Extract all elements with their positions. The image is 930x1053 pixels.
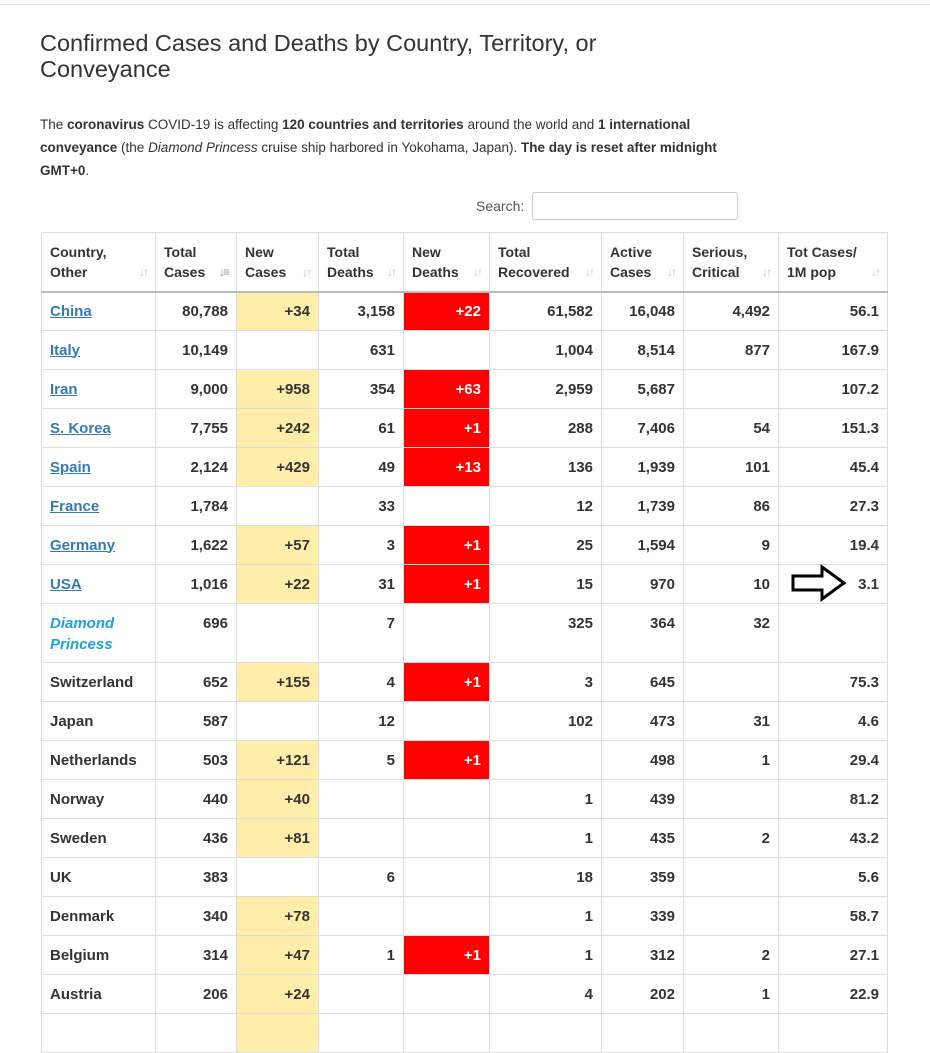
total-cases-cell: 340 xyxy=(156,897,237,936)
sort-icon: ↓↑ xyxy=(387,264,395,279)
serious-critical-cell: 2 xyxy=(684,819,779,858)
total-recovered-cell: 4 xyxy=(490,975,602,1014)
search-box xyxy=(476,191,738,221)
per-million-cell: 151.3 xyxy=(779,409,888,448)
total-cases-cell: 7,755 xyxy=(156,409,237,448)
total-recovered-cell: 1 xyxy=(490,780,602,819)
total-cases-cell: 652 xyxy=(156,663,237,702)
total-cases-cell: 10,149 xyxy=(156,331,237,370)
new-deaths-cell xyxy=(404,702,490,741)
new-deaths-cell: +1 xyxy=(404,526,490,565)
per-million-cell xyxy=(779,1014,888,1053)
serious-critical-cell: 9 xyxy=(684,526,779,565)
intro-italic: Diamond Princess xyxy=(148,140,258,155)
conveyance-label: Diamond Princess xyxy=(50,615,115,653)
table-row xyxy=(42,292,888,331)
total-recovered-cell xyxy=(490,1014,602,1053)
column-header-active-cases[interactable] xyxy=(602,233,684,292)
serious-critical-cell xyxy=(684,780,779,819)
serious-critical-cell xyxy=(684,1014,779,1053)
total-deaths-cell: 31 xyxy=(319,565,404,604)
column-label: Total Recovered xyxy=(498,244,570,280)
total-recovered-cell: 1 xyxy=(490,819,602,858)
active-cases-cell: 364 xyxy=(602,604,684,663)
column-label: Total Deaths xyxy=(327,244,374,280)
new-cases-cell: +121 xyxy=(237,741,319,780)
new-deaths-cell: +1 xyxy=(404,409,490,448)
new-deaths-cell: +22 xyxy=(404,292,490,331)
table-row xyxy=(42,526,888,565)
country-cell: Sweden xyxy=(42,819,156,858)
total-recovered-cell: 25 xyxy=(490,526,602,565)
per-million-cell: 27.3 xyxy=(779,487,888,526)
new-cases-cell xyxy=(237,1014,319,1053)
new-deaths-cell xyxy=(404,604,490,663)
total-deaths-cell: 631 xyxy=(319,331,404,370)
total-cases-cell: 80,788 xyxy=(156,292,237,331)
serious-critical-cell: 1 xyxy=(684,975,779,1014)
per-million-cell: 75.3 xyxy=(779,663,888,702)
total-cases-cell: 1,622 xyxy=(156,526,237,565)
intro-paragraph xyxy=(40,113,760,182)
serious-critical-cell: 86 xyxy=(684,487,779,526)
new-deaths-cell xyxy=(404,487,490,526)
country-link[interactable]: Italy xyxy=(50,341,81,359)
total-deaths-cell xyxy=(319,1014,404,1053)
table-row xyxy=(42,663,888,702)
active-cases-cell: 970 xyxy=(602,565,684,604)
table-row xyxy=(42,448,888,487)
intro-bold: coronavirus xyxy=(67,117,145,132)
per-million-cell: 45.4 xyxy=(779,448,888,487)
total-deaths-cell: 1 xyxy=(319,936,404,975)
new-cases-cell: +429 xyxy=(237,448,319,487)
active-cases-cell: 1,739 xyxy=(602,487,684,526)
sort-icon: ↓↑ xyxy=(302,264,310,279)
total-deaths-cell xyxy=(319,780,404,819)
table-row xyxy=(42,1014,888,1053)
intro-bold: The day is reset after midnight GMT+0 xyxy=(40,140,717,178)
total-recovered-cell: 1 xyxy=(490,936,602,975)
table-row xyxy=(42,936,888,975)
table-header-row xyxy=(42,233,888,292)
new-cases-cell: +242 xyxy=(237,409,319,448)
active-cases-cell: 435 xyxy=(602,819,684,858)
new-deaths-cell xyxy=(404,1014,490,1053)
intro-text: (the xyxy=(117,140,149,155)
right-arrow-icon xyxy=(790,564,848,602)
country-cell xyxy=(42,448,156,487)
country-link[interactable]: Spain xyxy=(50,458,91,476)
table-row xyxy=(42,741,888,780)
per-million-cell: 81.2 xyxy=(779,780,888,819)
per-million-cell: 107.2 xyxy=(779,370,888,409)
intro-bold: 120 countries and territories xyxy=(282,117,464,132)
total-recovered-cell: 1,004 xyxy=(490,331,602,370)
column-header-total-cases[interactable] xyxy=(156,233,237,292)
country-cell: Norway xyxy=(42,780,156,819)
country-cell xyxy=(42,526,156,565)
table-row xyxy=(42,702,888,741)
table-row xyxy=(42,487,888,526)
country-cell xyxy=(42,1014,156,1053)
serious-critical-cell: 877 xyxy=(684,331,779,370)
total-cases-cell: 9,000 xyxy=(156,370,237,409)
total-recovered-cell: 15 xyxy=(490,565,602,604)
sort-icon: ↓↑ xyxy=(585,264,593,279)
total-deaths-cell: 3,158 xyxy=(319,292,404,331)
column-header-serious-critical[interactable] xyxy=(684,233,779,292)
total-cases-cell: 1,016 xyxy=(156,565,237,604)
new-cases-cell: +81 xyxy=(237,819,319,858)
per-million-cell xyxy=(779,604,888,663)
new-deaths-cell xyxy=(404,819,490,858)
new-deaths-cell xyxy=(404,331,490,370)
serious-critical-cell: 101 xyxy=(684,448,779,487)
new-cases-cell xyxy=(237,487,319,526)
country-cell: Netherlands xyxy=(42,741,156,780)
country-cell xyxy=(42,409,156,448)
new-cases-cell: +34 xyxy=(237,292,319,331)
new-deaths-cell xyxy=(404,897,490,936)
total-recovered-cell: 3 xyxy=(490,663,602,702)
active-cases-cell: 202 xyxy=(602,975,684,1014)
total-deaths-cell: 4 xyxy=(319,663,404,702)
new-deaths-cell: +1 xyxy=(404,936,490,975)
per-million-cell: 22.9 xyxy=(779,975,888,1014)
active-cases-cell: 1,939 xyxy=(602,448,684,487)
new-cases-cell: +78 xyxy=(237,897,319,936)
total-recovered-cell xyxy=(490,741,602,780)
active-cases-cell: 473 xyxy=(602,702,684,741)
column-label: Active Cases xyxy=(610,244,653,280)
total-cases-cell: 587 xyxy=(156,702,237,741)
total-cases-cell: 696 xyxy=(156,604,237,663)
country-link[interactable]: S. Korea xyxy=(50,419,111,437)
serious-critical-cell: 54 xyxy=(684,409,779,448)
total-deaths-cell: 12 xyxy=(319,702,404,741)
new-cases-cell xyxy=(237,604,319,663)
sort-icon: ↓↑ xyxy=(473,264,481,279)
intro-text: around the world and xyxy=(463,117,599,132)
new-deaths-cell: +1 xyxy=(404,663,490,702)
country-link[interactable]: Iran xyxy=(50,380,78,398)
serious-critical-cell xyxy=(684,858,779,897)
new-cases-cell: +57 xyxy=(237,526,319,565)
new-deaths-cell: +13 xyxy=(404,448,490,487)
per-million-cell: 4.6 xyxy=(779,702,888,741)
column-header-new-deaths[interactable] xyxy=(404,233,490,292)
total-recovered-cell: 102 xyxy=(490,702,602,741)
total-recovered-cell: 12 xyxy=(490,487,602,526)
column-label: Tot Cases/ 1M pop xyxy=(787,244,857,280)
total-recovered-cell: 2,959 xyxy=(490,370,602,409)
table-row xyxy=(42,897,888,936)
active-cases-cell: 339 xyxy=(602,897,684,936)
total-deaths-cell: 49 xyxy=(319,448,404,487)
column-header-new-cases[interactable] xyxy=(237,233,319,292)
country-cell xyxy=(42,487,156,526)
table-row xyxy=(42,370,888,409)
serious-critical-cell: 4,492 xyxy=(684,292,779,331)
total-deaths-cell: 33 xyxy=(319,487,404,526)
new-cases-cell: +24 xyxy=(237,975,319,1014)
active-cases-cell xyxy=(602,1014,684,1053)
total-cases-cell: 436 xyxy=(156,819,237,858)
per-million-cell: 56.1 xyxy=(779,292,888,331)
country-cell xyxy=(42,370,156,409)
total-recovered-cell: 18 xyxy=(490,858,602,897)
serious-critical-cell xyxy=(684,663,779,702)
total-deaths-cell: 354 xyxy=(319,370,404,409)
active-cases-cell: 5,687 xyxy=(602,370,684,409)
country-cell: Belgium xyxy=(42,936,156,975)
intro-text: cruise ship harbored in Yokohama, Japan). xyxy=(257,140,522,155)
sort-desc-icon: ↓≡ xyxy=(218,264,228,279)
active-cases-cell: 439 xyxy=(602,780,684,819)
new-deaths-cell xyxy=(404,975,490,1014)
total-deaths-cell: 7 xyxy=(319,604,404,663)
serious-critical-cell xyxy=(684,370,779,409)
total-recovered-cell: 288 xyxy=(490,409,602,448)
serious-critical-cell xyxy=(684,897,779,936)
search-label: Search: xyxy=(476,198,525,214)
column-label: Total Cases xyxy=(164,244,206,280)
country-cell: Austria xyxy=(42,975,156,1014)
active-cases-cell: 7,406 xyxy=(602,409,684,448)
per-million-cell: 27.1 xyxy=(779,936,888,975)
table-row xyxy=(42,780,888,819)
total-deaths-cell: 3 xyxy=(319,526,404,565)
country-link[interactable]: USA xyxy=(50,575,82,593)
serious-critical-cell: 10 xyxy=(684,565,779,604)
intro-text: . xyxy=(85,163,90,178)
active-cases-cell: 645 xyxy=(602,663,684,702)
new-deaths-cell: +63 xyxy=(404,370,490,409)
per-million-cell: 167.9 xyxy=(779,331,888,370)
serious-critical-cell: 32 xyxy=(684,604,779,663)
table-row xyxy=(42,819,888,858)
total-deaths-cell: 6 xyxy=(319,858,404,897)
per-million-cell: 19.4 xyxy=(779,526,888,565)
cases-table xyxy=(41,232,888,1053)
total-cases-cell: 1,784 xyxy=(156,487,237,526)
new-deaths-cell: +1 xyxy=(404,741,490,780)
new-deaths-cell xyxy=(404,858,490,897)
total-recovered-cell: 136 xyxy=(490,448,602,487)
total-cases-cell: 503 xyxy=(156,741,237,780)
total-cases-cell: 2,124 xyxy=(156,448,237,487)
country-cell: Japan xyxy=(42,702,156,741)
table-row xyxy=(42,604,888,663)
active-cases-cell: 16,048 xyxy=(602,292,684,331)
new-cases-cell xyxy=(237,858,319,897)
per-million-cell: 5.6 xyxy=(779,858,888,897)
table-row xyxy=(42,858,888,897)
total-cases-cell: 206 xyxy=(156,975,237,1014)
column-header-country[interactable] xyxy=(42,233,156,292)
total-deaths-cell xyxy=(319,975,404,1014)
total-deaths-cell xyxy=(319,897,404,936)
country-cell xyxy=(42,331,156,370)
sort-icon: ↓↑ xyxy=(871,264,879,279)
active-cases-cell: 498 xyxy=(602,741,684,780)
table-row xyxy=(42,409,888,448)
country-cell: UK xyxy=(42,858,156,897)
new-cases-cell: +155 xyxy=(237,663,319,702)
per-million-cell: 58.7 xyxy=(779,897,888,936)
per-million-cell: 3.1 xyxy=(779,565,888,604)
total-cases-cell: 314 xyxy=(156,936,237,975)
new-cases-cell: +47 xyxy=(237,936,319,975)
total-deaths-cell: 5 xyxy=(319,741,404,780)
column-label: Serious, Critical xyxy=(692,244,748,280)
country-link[interactable]: Germany xyxy=(50,536,116,554)
new-cases-cell xyxy=(237,331,319,370)
total-deaths-cell: 61 xyxy=(319,409,404,448)
sort-icon: ↓↑ xyxy=(762,264,770,279)
new-cases-cell: +40 xyxy=(237,780,319,819)
sort-icon: ↓↑ xyxy=(139,264,147,279)
intro-text: The xyxy=(40,117,68,132)
new-cases-cell: +22 xyxy=(237,565,319,604)
per-million-cell: 43.2 xyxy=(779,819,888,858)
total-recovered-cell: 325 xyxy=(490,604,602,663)
total-cases-cell: 383 xyxy=(156,858,237,897)
new-cases-cell: +958 xyxy=(237,370,319,409)
column-header-total-deaths[interactable] xyxy=(319,233,404,292)
country-link[interactable]: China xyxy=(50,302,92,320)
country-cell xyxy=(42,565,156,604)
serious-critical-cell: 31 xyxy=(684,702,779,741)
active-cases-cell: 359 xyxy=(602,858,684,897)
intro-bold: 1 international conveyance xyxy=(40,117,691,155)
sort-icon: ↓↑ xyxy=(667,264,675,279)
table-row xyxy=(42,331,888,370)
top-divider xyxy=(0,4,930,5)
per-million-cell: 29.4 xyxy=(779,741,888,780)
total-recovered-cell: 1 xyxy=(490,897,602,936)
table-row xyxy=(42,565,888,604)
column-header-per-million[interactable] xyxy=(779,233,888,292)
new-deaths-cell xyxy=(404,780,490,819)
total-deaths-cell xyxy=(319,819,404,858)
total-cases-cell xyxy=(156,1014,237,1053)
intro-text: COVID-19 is affecting xyxy=(144,117,283,132)
column-label: New Cases xyxy=(245,244,287,280)
country-cell: Denmark xyxy=(42,897,156,936)
page-title: Confirmed Cases and Deaths by Country, Territory, or Conveyance xyxy=(40,30,597,82)
active-cases-cell: 8,514 xyxy=(602,331,684,370)
country-cell xyxy=(42,604,156,663)
serious-critical-cell: 1 xyxy=(684,741,779,780)
column-label: New Deaths xyxy=(412,244,459,280)
search-input[interactable] xyxy=(532,192,738,220)
country-link[interactable]: France xyxy=(50,497,100,515)
country-cell xyxy=(42,292,156,331)
country-cell: Switzerland xyxy=(42,663,156,702)
active-cases-cell: 312 xyxy=(602,936,684,975)
total-recovered-cell: 61,582 xyxy=(490,292,602,331)
total-cases-cell: 440 xyxy=(156,780,237,819)
column-header-total-recovered[interactable] xyxy=(490,233,602,292)
new-cases-cell xyxy=(237,702,319,741)
serious-critical-cell: 2 xyxy=(684,936,779,975)
table-row xyxy=(42,975,888,1014)
new-deaths-cell: +1 xyxy=(404,565,490,604)
active-cases-cell: 1,594 xyxy=(602,526,684,565)
column-label: Country, Other xyxy=(50,244,107,280)
